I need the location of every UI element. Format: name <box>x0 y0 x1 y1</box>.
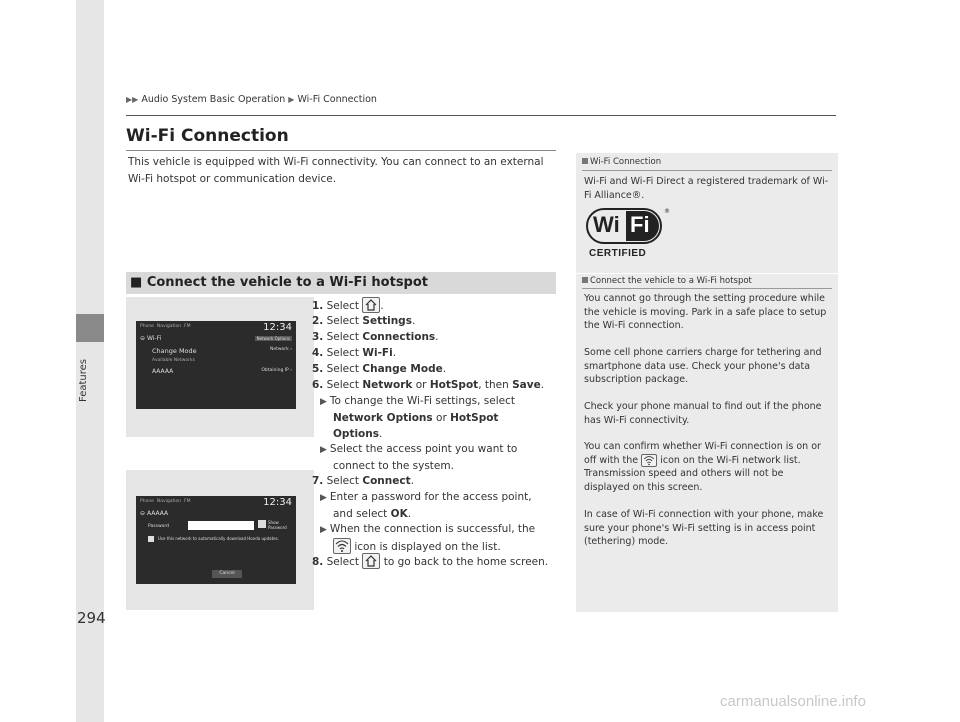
title-rule <box>126 150 556 151</box>
show-password-checkbox[interactable] <box>258 520 266 528</box>
chevron-right-icon: ▶ <box>320 493 327 503</box>
step-6b: ▶ Select the access point you want to connect to the system. <box>320 443 518 472</box>
step-7a: ▶ Enter a password for the access point, and select OK. <box>320 491 532 520</box>
screen-title: ⊖ AAAAA <box>140 510 169 517</box>
access-point-row[interactable]: AAAAA Obtaining IP › <box>152 368 292 375</box>
note-rule <box>582 288 832 289</box>
step-7: 7. Select Connect. <box>312 475 414 487</box>
intro-text: This vehicle is equipped with Wi-Fi connectivity. You can connect to an external Wi-Fi hotspot or communication device. <box>128 156 544 185</box>
chevron-right-icon: ▶ <box>320 445 327 455</box>
section-bullet: ■ <box>130 275 143 290</box>
wifi-certified-logo: Wi Fi ® CERTIFIED <box>586 206 668 264</box>
step-7b: ▶ When the connection is successful, the icon is displayed on the list. <box>320 523 536 553</box>
screenshot-wifi-list <box>126 297 314 437</box>
home-icon <box>362 553 380 569</box>
note-rule <box>582 170 832 171</box>
step-3: 3. Select Connections. <box>312 331 439 343</box>
wifi-icon <box>641 454 657 467</box>
page-number: 294 <box>77 609 106 627</box>
breadcrumb <box>126 94 377 105</box>
change-mode-row[interactable]: Change Mode Network › <box>152 347 292 355</box>
note-heading: Wi-Fi Connection <box>582 157 661 167</box>
step-5: 5. Select Change Mode. <box>312 363 447 375</box>
step-6a: ▶ To change the Wi-Fi settings, select Network Options or HotSpot Options. <box>320 395 515 440</box>
note-heading: Connect the vehicle to a Wi-Fi hotspot <box>582 276 752 286</box>
auto-update-label: Use this network to automatically download Honda updates. <box>158 536 279 541</box>
clock: 12:34 <box>263 497 292 508</box>
breadcrumb-arrow-icon: ▶▶ <box>126 95 139 104</box>
note-box-hotspot <box>576 274 838 612</box>
nav-bar: Phone Navigation FM <box>140 324 191 329</box>
step-6: 6. Select Network or HotSpot, then Save. <box>312 379 545 391</box>
step-4: 4. Select Wi-Fi. <box>312 347 397 359</box>
note-paragraph: You cannot go through the setting procedure while the vehicle is moving. Park in a safe place to setup the Wi-Fi connection. <box>584 293 827 331</box>
screen-display <box>136 496 296 584</box>
cancel-button[interactable]: Cancel <box>212 570 242 578</box>
note-paragraph: Check your phone manual to find out if the phone has Wi-Fi connectivity. <box>584 401 822 426</box>
note-paragraph: In case of Wi-Fi connection with your phone, make sure your phone's Wi-Fi setting is in access point (tethering) mode. <box>584 509 824 547</box>
nav-bar: Phone Navigation FM <box>140 499 191 504</box>
breadcrumb-part1[interactable]: Audio System Basic Operation <box>141 94 286 105</box>
note-marker-icon <box>582 277 588 283</box>
breadcrumb-arrow-icon: ▶ <box>288 95 295 104</box>
auto-update-checkbox[interactable] <box>148 536 154 542</box>
step-1: 1. Select . <box>312 297 384 314</box>
show-password-label: Show Password <box>268 520 287 530</box>
note-marker-icon <box>582 158 588 164</box>
clock: 12:34 <box>263 322 292 333</box>
password-label: Password <box>148 524 170 529</box>
home-icon <box>362 297 380 313</box>
screenshot-password-entry <box>126 470 314 610</box>
screen-display <box>136 321 296 409</box>
chevron-right-icon: ▶ <box>320 397 327 407</box>
side-label: Features <box>78 359 89 402</box>
header-rule <box>126 115 836 116</box>
step-2: 2. Select Settings. <box>312 315 416 327</box>
password-input[interactable] <box>188 521 254 530</box>
screen-title: ⊖ Wi-Fi <box>140 335 162 342</box>
step-8: 8. Select to go back to the home screen. <box>312 553 548 570</box>
chevron-right-icon: ▶ <box>320 525 327 535</box>
note-text: Wi-Fi and Wi-Fi Direct a registered trademark of Wi-Fi Alliance®. <box>584 176 829 201</box>
section-tab-marker <box>76 314 104 342</box>
available-networks-label: Available Networks <box>152 358 195 363</box>
network-options-button[interactable]: Network Options <box>256 336 290 341</box>
note-paragraph: You can confirm whether Wi-Fi connection is on or off with the icon on the Wi-Fi network list. Transmission speed and others will not be displayed on this screen. <box>584 441 821 493</box>
section-title: Connect the vehicle to a Wi-Fi hotspot <box>146 275 429 290</box>
page-title: Wi-Fi Connection <box>126 126 289 146</box>
note-paragraph: Some cell phone carriers charge for tethering and smartphone data use. Check your phone's data subscription package. <box>584 347 822 385</box>
breadcrumb-part2[interactable]: Wi-Fi Connection <box>297 94 377 105</box>
wifi-icon <box>333 538 351 554</box>
watermark: carmanualsonline.info <box>720 693 866 710</box>
section-heading <box>130 275 428 290</box>
